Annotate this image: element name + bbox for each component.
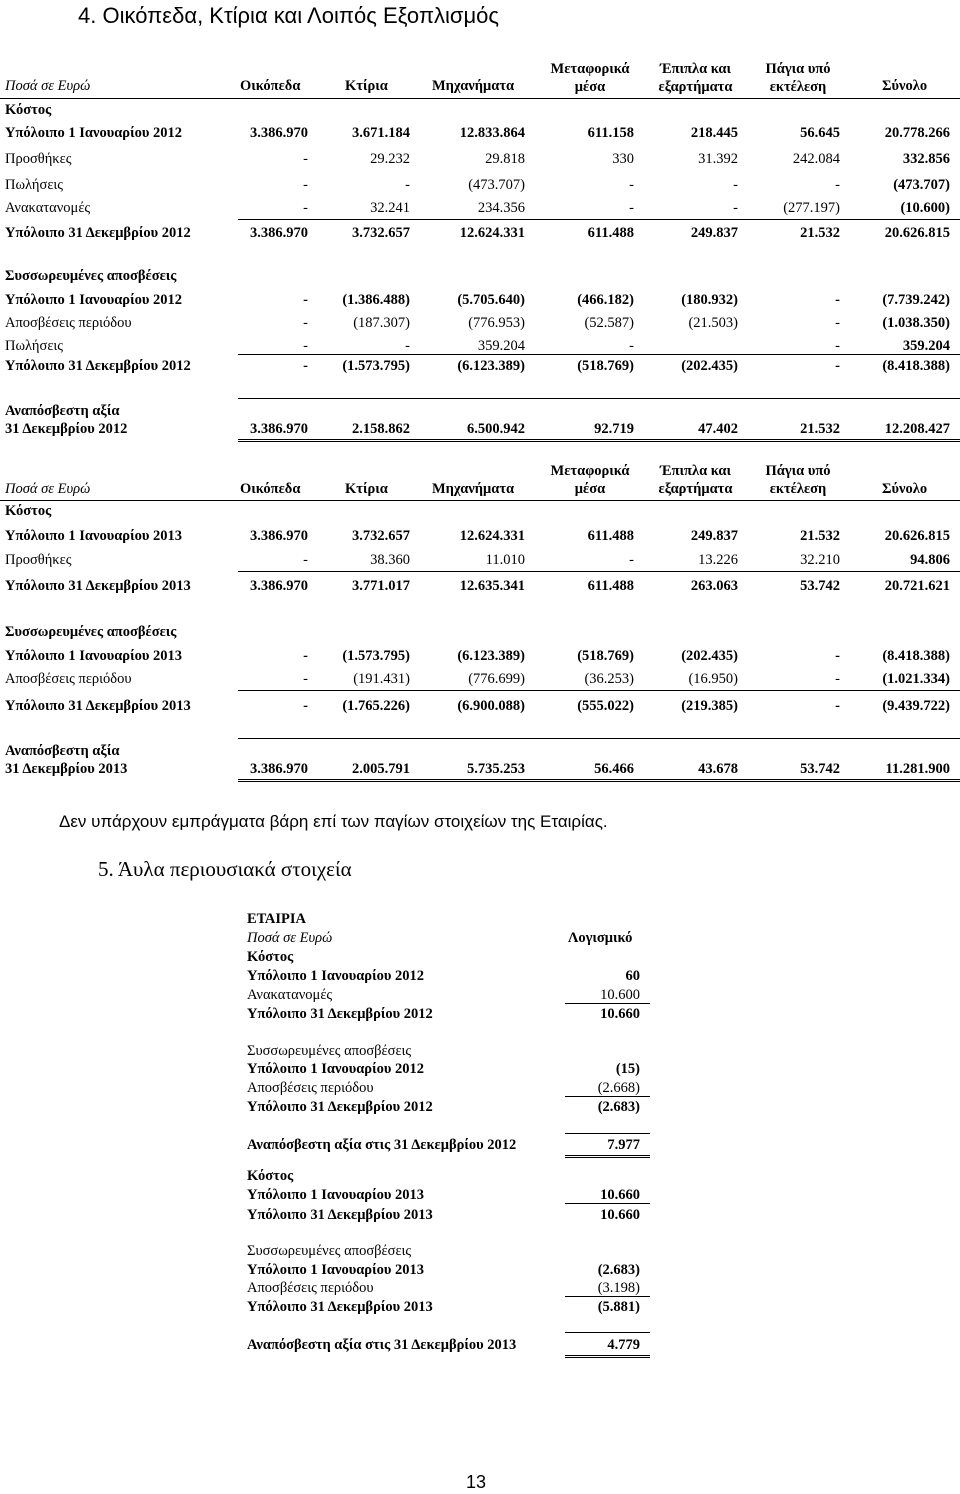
table-row: Πωλήσεις - - (473.707) - - - (473.707): [5, 177, 950, 193]
cost-heading: Κόστος: [5, 102, 52, 118]
list-item: Αναπόσβεστη αξία στις 31 Δεκεμβρίου 2013 4.779: [247, 1337, 640, 1353]
section-5-title: 5. Άυλα περιουσιακά στοιχεία: [98, 857, 352, 881]
nbv-top-rule: [565, 1332, 650, 1333]
encumbrance-note: Δεν υπάρχουν εμπράγματα βάρη επί των παγίων στοιχείων της Εταιρίας.: [59, 812, 608, 831]
table-row: Προσθήκες - 29.232 29.818 330 31.392 242.084 332.856: [5, 151, 950, 167]
table-row: 3.386.970 2.158.862 6.500.942 92.719 47.402 21.532 12.208.427: [250, 421, 950, 437]
list-item: Κόστος: [247, 1168, 294, 1184]
list-item: Υπόλοιπο 1 Ιανουαρίου 2012 (15): [247, 1061, 640, 1077]
table-row: Υπόλοιπο 1 Ιανουαρίου 2012 - (1.386.488) (5.705.640) (466.182) (180.932) - (7.739.242): [5, 292, 950, 308]
col-total-header: Σύνολο: [882, 78, 928, 94]
subtotal-rule: [565, 1296, 650, 1297]
amounts-label: Ποσά σε Ευρώ: [5, 78, 91, 94]
accumulated-depreciation-heading: Συσσωρευμένες αποσβέσεις: [5, 624, 177, 640]
col-plots-header: Οικόπεδα: [240, 481, 301, 497]
nbv-label: Αναπόσβεστη αξία 31 Δεκεμβρίου 2012: [5, 403, 128, 437]
subtotal-rule: [565, 1003, 650, 1004]
table-row: Υπόλοιπο 1 Ιανουαρίου 2013 3.386.970 3.732.657 12.624.331 611.488 249.837 21.532 20.626.815: [5, 528, 950, 544]
col-machinery-header: Μηχανήματα: [432, 481, 515, 497]
list-item: Αποσβέσεις περιόδου (2.668): [247, 1080, 640, 1096]
list-item: Υπόλοιπο 31 Δεκεμβρίου 2013 (5.881): [247, 1299, 640, 1315]
col-software-header: Λογισμικό: [568, 930, 633, 946]
table-row: Υπόλοιπο 31 Δεκεμβρίου 2012 3.386.970 3.732.657 12.624.331 611.488 249.837 21.532 20.626.815: [5, 225, 950, 241]
list-item: Υπόλοιπο 1 Ιανουαρίου 2013 10.660: [247, 1187, 640, 1203]
list-item: Υπόλοιπο 31 Δεκεμβρίου 2012 10.660: [247, 1006, 640, 1022]
table-row: Υπόλοιπο 1 Ιανουαρίου 2013 - (1.573.795) (6.123.389) (518.769) (202.435) - (8.418.388): [5, 648, 950, 664]
nbv-top-rule: [238, 738, 960, 739]
nbv-double-rule: [565, 1355, 650, 1358]
col-buildings-header: Κτίρια: [345, 78, 388, 94]
col-construction-header: Πάγια υπό εκτέλεση: [765, 61, 831, 95]
list-item: Υπόλοιπο 1 Ιανουαρίου 2012 60: [247, 968, 640, 984]
subtotal-rule: [238, 690, 960, 691]
table-row: Υπόλοιπο 31 Δεκεμβρίου 2012 - (1.573.795) (6.123.389) (518.769) (202.435) - (8.418.388): [5, 358, 950, 374]
nbv-double-rule: [238, 439, 960, 442]
nbv-double-rule: [565, 1155, 650, 1158]
subtotal-rule: [238, 354, 960, 355]
col-plots-header: Οικόπεδα: [240, 78, 301, 94]
list-item: Υπόλοιπο 31 Δεκεμβρίου 2012 (2.683): [247, 1099, 640, 1115]
company-heading: ΕΤΑΙΡΙΑ: [247, 911, 307, 927]
nbv-label: Αναπόσβεστη αξία 31 Δεκεμβρίου 2013: [5, 743, 128, 777]
accumulated-depreciation-heading: Συσσωρευμένες αποσβέσεις: [5, 268, 177, 284]
col-furniture-header: Έπιπλα και εξαρτήματα: [658, 463, 733, 497]
nbv-top-rule: [565, 1133, 650, 1134]
table-row: Ανακατανομές - 32.241 234.356 - - (277.197) (10.600): [5, 200, 950, 216]
col-transport-header: Μεταφορικά μέσα: [550, 61, 630, 95]
col-construction-header: Πάγια υπό εκτέλεση: [765, 463, 831, 497]
table-row: Προσθήκες - 38.360 11.010 - 13.226 32.210 94.806: [5, 552, 950, 568]
table-row: Πωλήσεις - - 359.204 - - 359.204: [5, 338, 950, 354]
list-item: Ανακατανομές 10.600: [247, 987, 640, 1003]
table-row: Υπόλοιπο 31 Δεκεμβρίου 2013 3.386.970 3.771.017 12.635.341 611.488 263.063 53.742 20.721.621: [5, 578, 950, 594]
list-item: Υπόλοιπο 1 Ιανουαρίου 2013 (2.683): [247, 1262, 640, 1278]
list-item: Αναπόσβεστη αξία στις 31 Δεκεμβρίου 2012 7.977: [247, 1137, 640, 1153]
nbv-double-rule: [238, 779, 960, 782]
table-row: Αποσβέσεις περιόδου - (187.307) (776.953) (52.587) (21.503) - (1.038.350): [5, 315, 950, 331]
nbv-top-rule: [238, 398, 960, 399]
list-item: Αποσβέσεις περιόδου (3.198): [247, 1280, 640, 1296]
col-buildings-header: Κτίρια: [345, 481, 388, 497]
list-item: Κόστος: [247, 949, 294, 965]
header-rule: [0, 500, 960, 501]
subtotal-rule: [565, 1096, 650, 1097]
table-row: Υπόλοιπο 31 Δεκεμβρίου 2013 - (1.765.226) (6.900.088) (555.022) (219.385) - (9.439.722): [5, 698, 950, 714]
subtotal-rule: [238, 219, 960, 220]
section-4-title: 4. Οικόπεδα, Κτίρια και Λοιπός Εξοπλισμός: [78, 3, 499, 28]
list-item: Συσσωρευμένες αποσβέσεις: [247, 1243, 412, 1259]
table-row: Υπόλοιπο 1 Ιανουαρίου 2012 3.386.970 3.671.184 12.833.864 611.158 218.445 56.645 20.778.266: [5, 125, 950, 141]
subtotal-rule: [565, 1203, 650, 1204]
subtotal-rule: [238, 571, 960, 572]
cost-heading: Κόστος: [5, 503, 52, 519]
amounts-label: Ποσά σε Ευρώ: [247, 930, 333, 946]
table-row: 3.386.970 2.005.791 5.735.253 56.466 43.678 53.742 11.281.900: [250, 761, 950, 777]
col-total-header: Σύνολο: [882, 481, 928, 497]
col-machinery-header: Μηχανήματα: [432, 78, 515, 94]
list-item: Συσσωρευμένες αποσβέσεις: [247, 1043, 412, 1059]
table-row: Αποσβέσεις περιόδου - (191.431) (776.699) (36.253) (16.950) - (1.021.334): [5, 671, 950, 687]
col-transport-header: Μεταφορικά μέσα: [550, 463, 630, 497]
page-number: 13: [466, 1472, 487, 1492]
amounts-label: Ποσά σε Ευρώ: [5, 481, 91, 497]
list-item: Υπόλοιπο 31 Δεκεμβρίου 2013 10.660: [247, 1207, 640, 1223]
col-furniture-header: Έπιπλα και εξαρτήματα: [658, 61, 733, 95]
header-rule: [0, 98, 960, 99]
